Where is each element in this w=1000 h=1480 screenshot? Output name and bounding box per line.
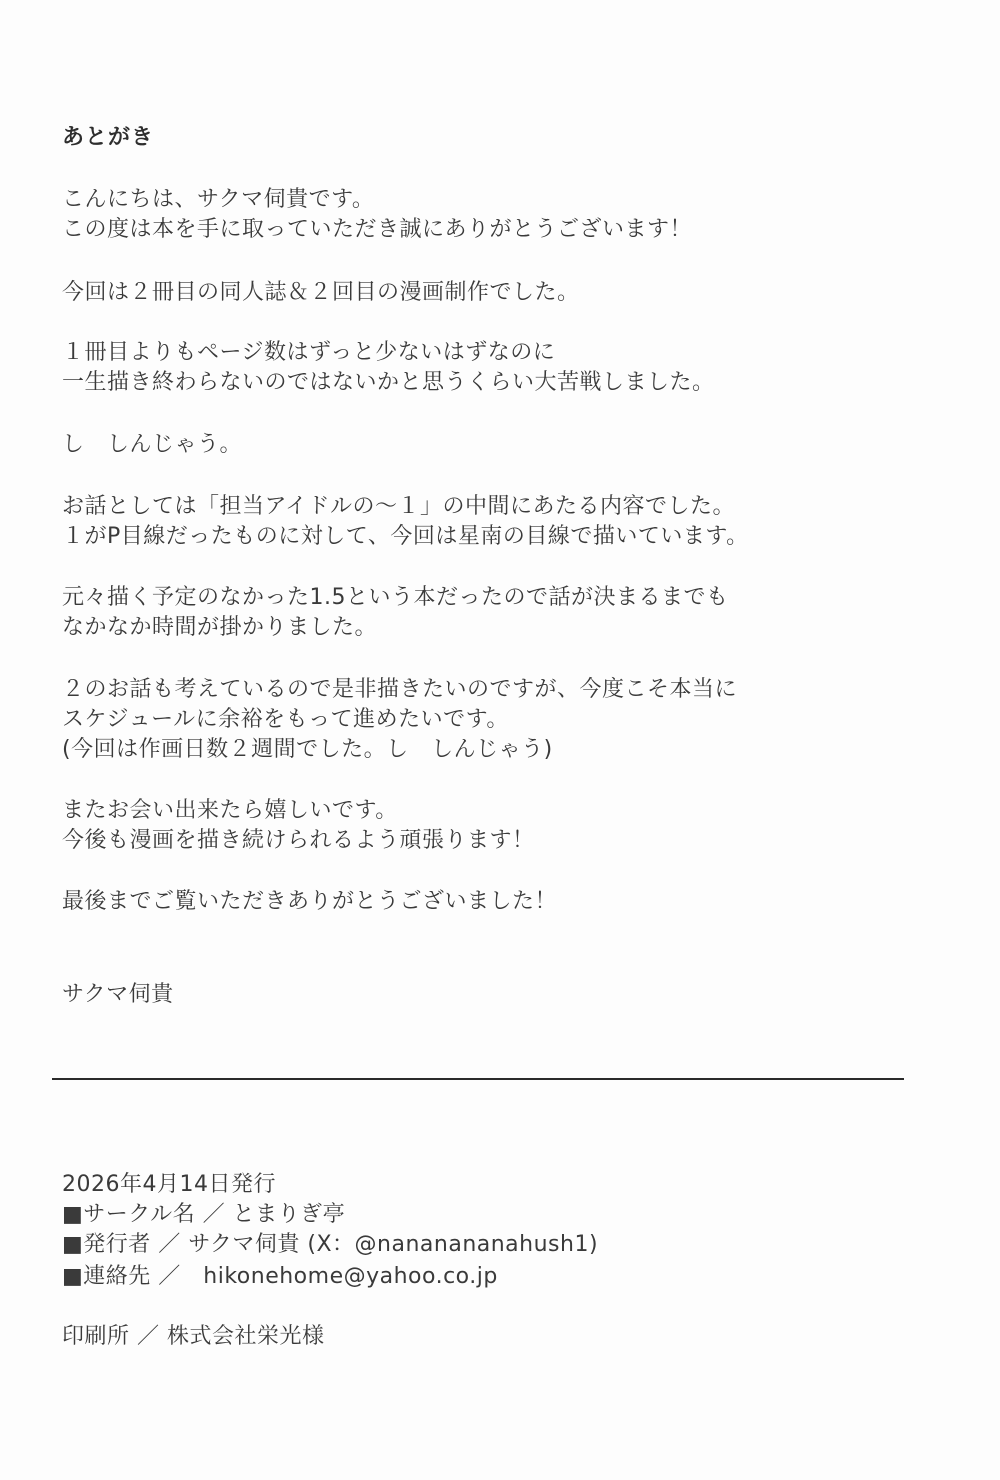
afterword-line: １がP目線だったものに対して、今回は星南の目線で描いています。 [62,524,749,549]
afterword-line: またお会い出来たら嬉しいです。 [62,798,398,823]
printer-info: 印刷所 ／ 株式会社栄光様 [62,1324,325,1349]
afterword-line: 元々描く予定のなかった1.5という本だったので話が決まるまでも [62,585,729,610]
afterword-title: あとがき [62,125,155,150]
afterword-line: 最後までご覧いただきありがとうございました！ [62,889,558,914]
author-signature: サクマ伺貴 [62,982,174,1007]
divider-rule [52,1078,904,1080]
afterword-line: なかなか時間が掛かりました。 [62,615,378,640]
afterword-line: この度は本を手に取っていただき誠にありがとうございます！ [62,217,693,242]
afterword-line: (今回は作画日数２週間でした。し しんじゃう) [62,737,553,762]
afterword-line: 今回は２冊目の同人誌＆２回目の漫画制作でした。 [62,280,580,305]
circle-name: ■サークル名 ／ とまりぎ亭 [62,1202,346,1227]
afterword-line: 今後も漫画を描き続けられるよう頑張ります！ [62,828,535,853]
afterword-line: お話としては「担当アイドルの～１」の中間にあたる内容でした。 [62,494,736,519]
afterword-line: し しんじゃう。 [62,432,243,457]
publisher-info: ■発行者 ／ サクマ伺貴 (X：@nananananahush1) [62,1232,599,1257]
afterword-line: 一生描き終わらないのではないかと思うくらい大苦戦しました。 [62,370,715,395]
afterword-line: １冊目よりもページ数はずっと少ないはずなのに [62,340,556,365]
contact-info: ■連絡先 ／ hikonehome@yahoo.co.jp [62,1264,498,1289]
publication-date: 2026年4月14日発行 [62,1172,276,1197]
afterword-line: ２のお話も考えているので是非描きたいのですが、今度こそ本当に [62,677,738,702]
afterword-line: スケジュールに余裕をもって進めたいです。 [62,707,509,732]
afterword-line: こんにちは、サクマ伺貴です。 [62,187,375,212]
